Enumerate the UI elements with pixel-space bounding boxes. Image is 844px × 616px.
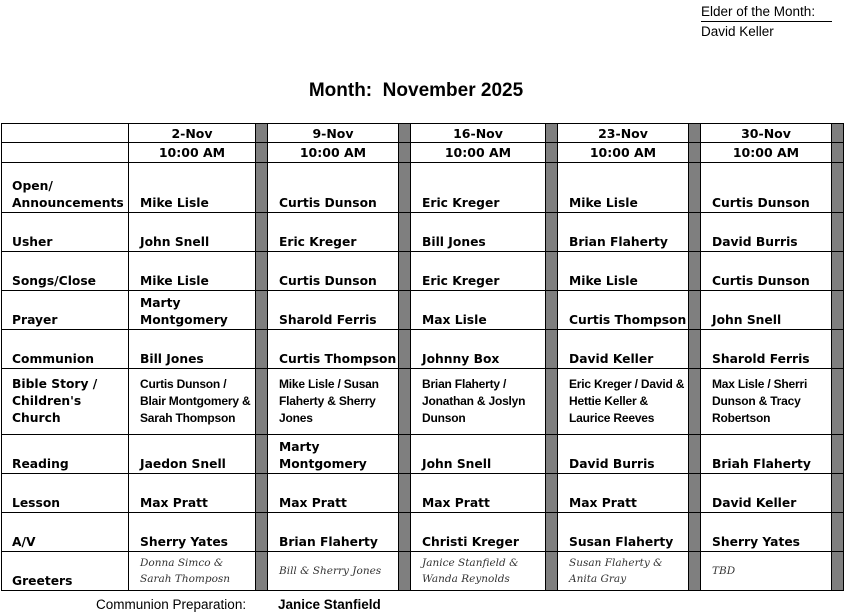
column-divider bbox=[256, 143, 268, 163]
column-divider bbox=[399, 513, 411, 552]
corner-cell bbox=[2, 143, 129, 163]
assignment-cell: Donna Simco & Sarah Thomposn bbox=[129, 552, 256, 591]
assignment-cell: David Burris bbox=[558, 435, 689, 474]
column-divider bbox=[256, 435, 268, 474]
date-header: 23-Nov bbox=[558, 124, 689, 143]
column-divider bbox=[832, 435, 844, 474]
assignment-cell: Mike Lisle bbox=[129, 163, 256, 213]
assignment-cell: Max Pratt bbox=[558, 474, 689, 513]
column-divider bbox=[399, 213, 411, 252]
column-divider bbox=[546, 143, 558, 163]
column-divider bbox=[546, 435, 558, 474]
table-row bbox=[2, 369, 844, 435]
column-divider bbox=[832, 552, 844, 591]
column-divider bbox=[689, 552, 701, 591]
page-title: Month: November 2025 bbox=[308, 80, 524, 101]
assignment-cell: Briah Flaherty bbox=[701, 435, 832, 474]
role-label: Songs/Close bbox=[2, 252, 129, 291]
column-divider bbox=[256, 552, 268, 591]
column-divider bbox=[689, 163, 701, 213]
assignment-cell: Sharold Ferris bbox=[701, 330, 832, 369]
assignment-cell: David Keller bbox=[701, 474, 832, 513]
assignment-cell: Marty Montgomery bbox=[129, 291, 256, 330]
elder-of-month bbox=[701, 3, 832, 42]
assignment-cell: TBD bbox=[701, 552, 832, 591]
column-divider bbox=[689, 124, 701, 143]
assignment-cell: Curtis Dunson bbox=[268, 252, 399, 291]
assignment-cell: Max Lisle / Sherri Dunson & Tracy Robertson bbox=[701, 369, 832, 435]
column-divider bbox=[399, 124, 411, 143]
assignment-cell: Bill & Sherry Jones bbox=[268, 552, 399, 591]
column-divider bbox=[256, 213, 268, 252]
assignment-cell: John Snell bbox=[411, 435, 546, 474]
schedule-table bbox=[1, 123, 844, 591]
table-row bbox=[2, 435, 844, 474]
assignment-cell: Jaedon Snell bbox=[129, 435, 256, 474]
date-header-row bbox=[2, 124, 844, 143]
column-divider bbox=[546, 163, 558, 213]
time-header: 10:00 AM bbox=[558, 143, 689, 163]
role-label: Open/ Announcements bbox=[2, 163, 129, 213]
elder-name: David Keller bbox=[701, 24, 774, 39]
assignment-cell: Mike Lisle bbox=[558, 252, 689, 291]
table-row bbox=[2, 252, 844, 291]
assignment-cell: Christi Kreger bbox=[411, 513, 546, 552]
column-divider bbox=[256, 163, 268, 213]
assignment-cell: Brian Flaherty bbox=[268, 513, 399, 552]
assignment-cell: Max Pratt bbox=[129, 474, 256, 513]
assignment-cell: Bill Jones bbox=[411, 213, 546, 252]
assignment-cell: Curtis Dunson / Blair Montgomery & Sarah Thompson bbox=[129, 369, 256, 435]
table-row bbox=[2, 513, 844, 552]
assignment-cell: Sharold Ferris bbox=[268, 291, 399, 330]
column-divider bbox=[256, 291, 268, 330]
column-divider bbox=[689, 513, 701, 552]
table-row bbox=[2, 291, 844, 330]
assignment-cell: Curtis Dunson bbox=[701, 252, 832, 291]
column-divider bbox=[399, 252, 411, 291]
column-divider bbox=[399, 330, 411, 369]
date-header: 16-Nov bbox=[411, 124, 546, 143]
column-divider bbox=[399, 163, 411, 213]
assignment-cell: Mike Lisle bbox=[129, 252, 256, 291]
date-header: 2-Nov bbox=[129, 124, 256, 143]
role-label: Lesson bbox=[2, 474, 129, 513]
assignment-cell: Max Pratt bbox=[411, 474, 546, 513]
column-divider bbox=[832, 252, 844, 291]
assignment-cell: Brian Flaherty bbox=[558, 213, 689, 252]
column-divider bbox=[832, 513, 844, 552]
column-divider bbox=[546, 513, 558, 552]
role-label: Prayer bbox=[2, 291, 129, 330]
assignment-cell: Curtis Dunson bbox=[701, 163, 832, 213]
column-divider bbox=[399, 474, 411, 513]
column-divider bbox=[689, 435, 701, 474]
time-header-row bbox=[2, 143, 844, 163]
column-divider bbox=[546, 213, 558, 252]
column-divider bbox=[256, 474, 268, 513]
role-label: Bible Story / Children's Church bbox=[2, 369, 129, 435]
time-header: 10:00 AM bbox=[411, 143, 546, 163]
date-header: 9-Nov bbox=[268, 124, 399, 143]
column-divider bbox=[546, 369, 558, 435]
column-divider bbox=[256, 252, 268, 291]
assignment-cell: Susan Flaherty bbox=[558, 513, 689, 552]
column-divider bbox=[832, 369, 844, 435]
column-divider bbox=[399, 291, 411, 330]
assignment-cell: Curtis Dunson bbox=[268, 163, 399, 213]
column-divider bbox=[689, 143, 701, 163]
column-divider bbox=[689, 330, 701, 369]
column-divider bbox=[832, 291, 844, 330]
assignment-cell: David Burris bbox=[701, 213, 832, 252]
column-divider bbox=[689, 252, 701, 291]
table-row bbox=[2, 474, 844, 513]
column-divider bbox=[546, 252, 558, 291]
assignment-cell: Brian Flaherty / Jonathan & Joslyn Dunson bbox=[411, 369, 546, 435]
assignment-cell: John Snell bbox=[701, 291, 832, 330]
assignment-cell: Janice Stanfield & Wanda Reynolds bbox=[411, 552, 546, 591]
communion-prep-name: Janice Stanfield bbox=[278, 597, 381, 612]
assignment-cell: Max Pratt bbox=[268, 474, 399, 513]
assignment-cell: Eric Kreger / David & Hettie Keller & Laurice Reeves bbox=[558, 369, 689, 435]
table-row bbox=[2, 213, 844, 252]
column-divider bbox=[399, 143, 411, 163]
table-row bbox=[2, 163, 844, 213]
assignment-cell: Mike Lisle / Susan Flaherty & Sherry Jones bbox=[268, 369, 399, 435]
column-divider bbox=[546, 552, 558, 591]
assignment-cell: Bill Jones bbox=[129, 330, 256, 369]
elder-label: Elder of the Month: bbox=[701, 3, 832, 22]
role-label: Reading bbox=[2, 435, 129, 474]
column-divider bbox=[832, 124, 844, 143]
role-label: A/V bbox=[2, 513, 129, 552]
role-label: Greeters bbox=[2, 552, 129, 591]
assignment-cell: Johnny Box bbox=[411, 330, 546, 369]
column-divider bbox=[832, 330, 844, 369]
column-divider bbox=[689, 213, 701, 252]
assignment-cell: Sherry Yates bbox=[129, 513, 256, 552]
column-divider bbox=[546, 124, 558, 143]
column-divider bbox=[256, 369, 268, 435]
column-divider bbox=[832, 163, 844, 213]
time-header: 10:00 AM bbox=[129, 143, 256, 163]
assignment-cell: Max Lisle bbox=[411, 291, 546, 330]
time-header: 10:00 AM bbox=[701, 143, 832, 163]
assignment-cell: John Snell bbox=[129, 213, 256, 252]
column-divider bbox=[546, 330, 558, 369]
communion-prep-label: Communion Preparation: bbox=[96, 597, 247, 612]
role-label: Communion bbox=[2, 330, 129, 369]
column-divider bbox=[832, 213, 844, 252]
column-divider bbox=[689, 474, 701, 513]
corner-cell bbox=[2, 124, 129, 143]
assignment-cell: Eric Kreger bbox=[268, 213, 399, 252]
table-row bbox=[2, 552, 844, 591]
column-divider bbox=[832, 143, 844, 163]
column-divider bbox=[256, 513, 268, 552]
assignment-cell: Mike Lisle bbox=[558, 163, 689, 213]
column-divider bbox=[399, 435, 411, 474]
column-divider bbox=[689, 369, 701, 435]
assignment-cell: Eric Kreger bbox=[411, 252, 546, 291]
column-divider bbox=[832, 474, 844, 513]
assignment-cell: Eric Kreger bbox=[411, 163, 546, 213]
column-divider bbox=[546, 291, 558, 330]
assignment-cell: Susan Flaherty & Anita Gray bbox=[558, 552, 689, 591]
column-divider bbox=[399, 552, 411, 591]
time-header: 10:00 AM bbox=[268, 143, 399, 163]
column-divider bbox=[399, 369, 411, 435]
date-header: 30-Nov bbox=[701, 124, 832, 143]
role-label: Usher bbox=[2, 213, 129, 252]
table-row bbox=[2, 330, 844, 369]
column-divider bbox=[689, 291, 701, 330]
assignment-cell: Curtis Thompson bbox=[268, 330, 399, 369]
assignment-cell: Sherry Yates bbox=[701, 513, 832, 552]
column-divider bbox=[256, 330, 268, 369]
assignment-cell: Curtis Thompson bbox=[558, 291, 689, 330]
assignment-cell: David Keller bbox=[558, 330, 689, 369]
assignment-cell: Marty Montgomery bbox=[268, 435, 399, 474]
column-divider bbox=[546, 474, 558, 513]
column-divider bbox=[256, 124, 268, 143]
